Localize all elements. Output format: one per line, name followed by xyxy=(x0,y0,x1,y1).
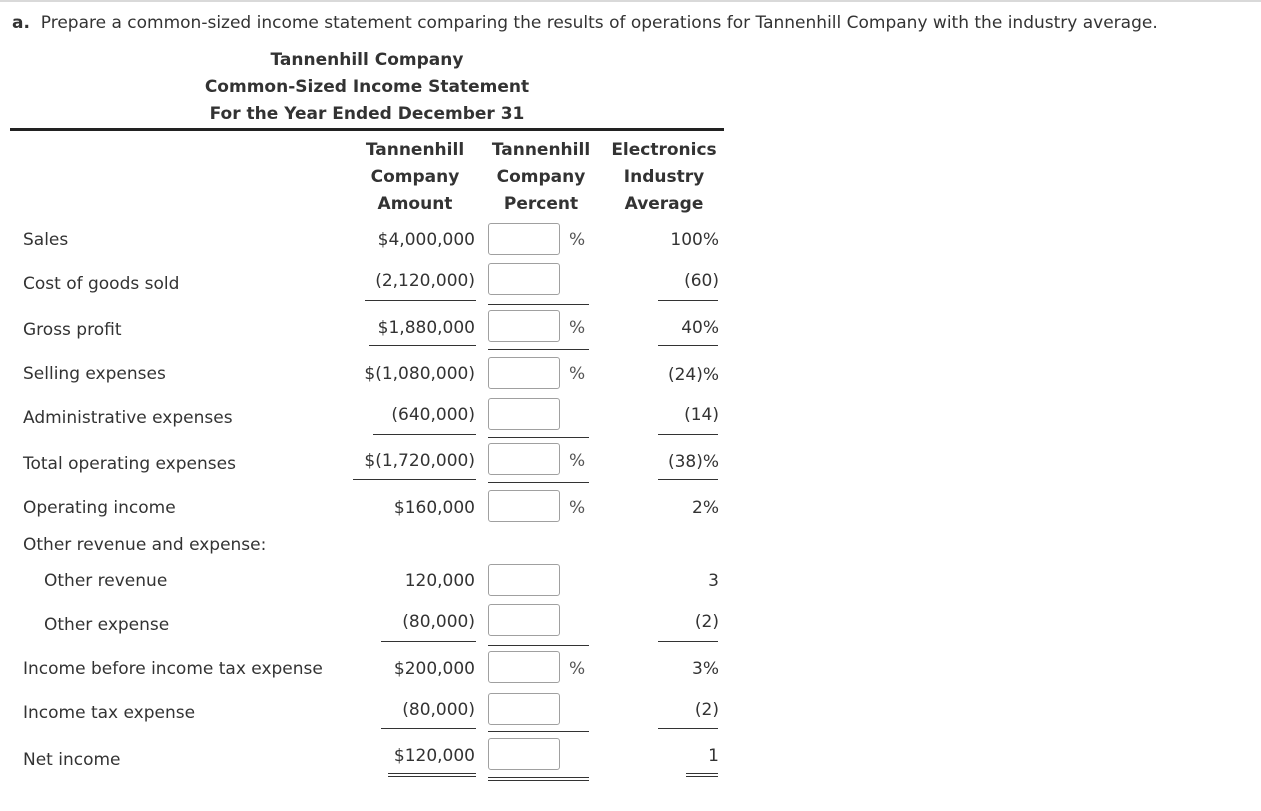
header-line: Company xyxy=(496,167,586,187)
double-rule xyxy=(686,776,718,777)
industry-other-revenue: 3 xyxy=(708,571,719,591)
row-label-other-header: Other revenue and expense: xyxy=(23,535,267,555)
header-line: Electronics xyxy=(611,140,717,160)
percent-input-total-opex[interactable] xyxy=(488,443,560,475)
subtotal-rule xyxy=(488,437,589,438)
subtotal-rule xyxy=(658,345,718,346)
percent-sign: % xyxy=(569,230,586,250)
percent-input-net-income[interactable] xyxy=(488,738,560,770)
amount-cogs: (2,120,000) xyxy=(375,271,475,291)
row-label-admin: Administrative expenses xyxy=(23,408,233,428)
percent-sign: % xyxy=(569,498,586,518)
percent-input-sales[interactable] xyxy=(488,223,560,255)
header-line: Percent xyxy=(503,194,579,214)
amount-selling: $(1,080,000) xyxy=(364,364,475,384)
header-line: Amount xyxy=(377,194,453,214)
percent-input-operating-income[interactable] xyxy=(488,490,560,522)
amount-income-tax: (80,000) xyxy=(402,700,475,720)
header-line: Average xyxy=(624,194,704,214)
amount-sales: $4,000,000 xyxy=(377,230,475,250)
amount-total-opex: $(1,720,000) xyxy=(364,451,475,471)
double-rule xyxy=(388,773,476,774)
amount-other-expense: (80,000) xyxy=(402,612,475,632)
subtotal-rule xyxy=(373,434,476,435)
question-prompt xyxy=(12,12,1158,34)
amount-other-revenue: 120,000 xyxy=(404,571,475,591)
row-label-total-opex: Total operating expenses xyxy=(23,454,236,474)
amount-income-before-tax: $200,000 xyxy=(393,659,475,679)
amount-operating-income: $160,000 xyxy=(393,498,475,518)
amount-net-income: $120,000 xyxy=(393,746,475,766)
percent-input-admin[interactable] xyxy=(488,398,560,430)
percent-input-other-revenue[interactable] xyxy=(488,564,560,596)
subtotal-rule xyxy=(381,728,476,729)
column-header-amount xyxy=(361,137,469,218)
row-label-other-revenue: Other revenue xyxy=(44,571,168,591)
row-label-operating-income: Operating income xyxy=(23,498,176,518)
industry-total-opex: (38)% xyxy=(667,452,719,472)
column-header-industry xyxy=(604,137,724,218)
percent-sign: % xyxy=(569,364,586,384)
industry-admin: (14) xyxy=(684,405,719,425)
percent-input-selling[interactable] xyxy=(488,357,560,389)
row-label-selling: Selling expenses xyxy=(23,364,166,384)
top-divider xyxy=(0,0,1261,2)
amount-gross-profit: $1,880,000 xyxy=(377,318,475,338)
row-label-income-before-tax: Income before income tax expense xyxy=(23,659,323,679)
row-label-other-expense: Other expense xyxy=(44,615,170,635)
row-label-sales: Sales xyxy=(23,230,69,250)
industry-selling: (24)% xyxy=(667,365,719,385)
company-title: Tannenhill Company xyxy=(270,50,464,70)
header-line: Company xyxy=(370,167,460,187)
subtotal-rule xyxy=(658,300,718,301)
amount-admin: (640,000) xyxy=(391,405,475,425)
subtotal-rule xyxy=(488,304,589,305)
industry-net-income: 1 xyxy=(708,746,719,766)
subtotal-rule xyxy=(488,645,589,646)
subtotal-rule xyxy=(488,349,589,350)
industry-operating-income: 2% xyxy=(692,498,719,518)
question-text: Prepare a common-sized income statement comparing the results of operations for Tannenhill Company with the industry average. xyxy=(40,13,1158,33)
double-rule xyxy=(388,776,476,777)
percent-input-gross-profit[interactable] xyxy=(488,310,560,342)
percent-input-cogs[interactable] xyxy=(488,263,560,295)
subtotal-rule xyxy=(658,728,718,729)
percent-input-income-before-tax[interactable] xyxy=(488,651,560,683)
double-rule xyxy=(488,780,589,781)
subtotal-rule xyxy=(658,641,718,642)
period-title: For the Year Ended December 31 xyxy=(209,104,525,124)
header-line: Tannenhill xyxy=(491,140,591,160)
subtotal-rule xyxy=(488,731,589,732)
percent-sign: % xyxy=(569,318,586,338)
title-rule xyxy=(10,128,724,131)
subtotal-rule xyxy=(353,479,476,480)
subtotal-rule xyxy=(381,641,476,642)
industry-other-expense: (2) xyxy=(694,612,719,632)
industry-income-tax: (2) xyxy=(694,700,719,720)
subtotal-rule xyxy=(365,300,476,301)
row-label-net-income: Net income xyxy=(23,750,121,770)
double-rule xyxy=(686,773,718,774)
subtotal-rule xyxy=(488,482,589,483)
header-line: Industry xyxy=(623,167,705,187)
percent-sign: % xyxy=(569,659,586,679)
industry-gross-profit: 40% xyxy=(681,318,719,338)
subtotal-rule xyxy=(369,345,476,346)
statement-title: Common-Sized Income Statement xyxy=(204,77,530,97)
double-rule xyxy=(488,777,589,778)
question-letter: a. xyxy=(12,13,30,33)
industry-cogs: (60) xyxy=(684,271,719,291)
percent-sign: % xyxy=(569,451,586,471)
percent-input-other-expense[interactable] xyxy=(488,604,560,636)
row-label-cogs: Cost of goods sold xyxy=(23,274,180,294)
subtotal-rule xyxy=(658,434,718,435)
industry-sales: 100% xyxy=(670,230,719,250)
industry-income-before-tax: 3% xyxy=(692,659,719,679)
row-label-income-tax: Income tax expense xyxy=(23,703,196,723)
column-header-percent xyxy=(485,137,597,218)
subtotal-rule xyxy=(658,479,718,480)
row-label-gross-profit: Gross profit xyxy=(23,320,122,340)
percent-input-income-tax[interactable] xyxy=(488,693,560,725)
header-line: Tannenhill xyxy=(365,140,465,160)
